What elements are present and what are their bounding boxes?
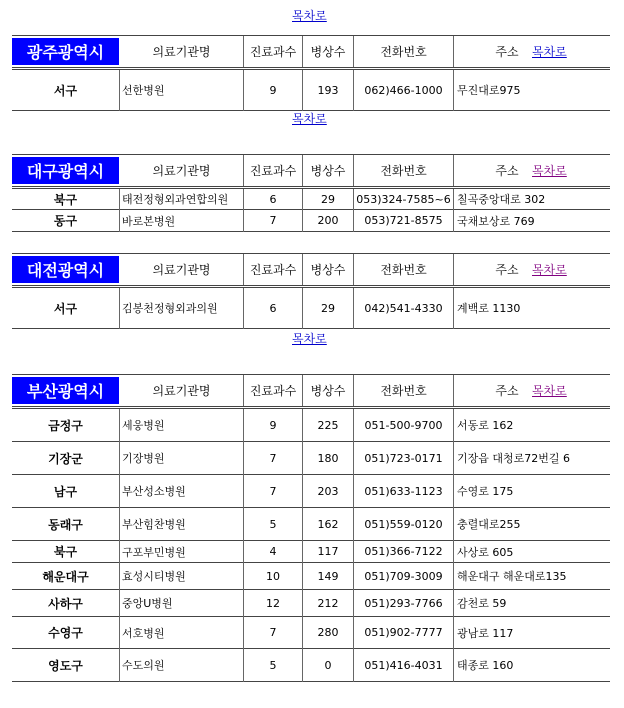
departments-cell: 12 xyxy=(266,596,280,610)
phone-cell: 051)709-3009 xyxy=(364,569,443,583)
phone-cell: 051)723-0171 xyxy=(364,451,443,465)
toc-link[interactable]: 목차로 xyxy=(532,164,567,178)
section-title: 대전광역시 xyxy=(12,256,119,283)
header-address: 주소 xyxy=(495,164,519,178)
hospital-name-cell: 바로본병원 xyxy=(122,214,176,228)
district-cell: 해운대구 xyxy=(42,569,89,584)
table-row xyxy=(12,442,610,475)
phone-cell: 051)633-1123 xyxy=(364,484,443,498)
table-body xyxy=(12,70,610,111)
hospital-name-cell: 태전정형외과연합의원 xyxy=(122,193,229,206)
beds-cell: 203 xyxy=(317,484,339,498)
address-cell: 사상로 605 xyxy=(457,545,514,559)
beds-cell: 0 xyxy=(324,658,332,672)
header-departments: 진료과수 xyxy=(249,384,297,398)
hospital-name-cell: 김봉천정형외과의원 xyxy=(122,302,218,315)
table-body xyxy=(12,288,610,329)
address-cell: 기장읍 대청로72번길 6 xyxy=(457,452,570,465)
beds-cell: 162 xyxy=(317,517,339,531)
header-address: 주소 xyxy=(495,45,519,59)
address-cell: 해운대구 해운대로135 xyxy=(457,570,567,583)
district-cell: 기장군 xyxy=(48,451,83,466)
address-cell: 수영로 175 xyxy=(457,485,514,498)
header-departments: 진료과수 xyxy=(249,164,297,178)
address-cell: 무진대로975 xyxy=(457,84,521,97)
departments-cell: 7 xyxy=(269,484,277,498)
table-header xyxy=(12,35,610,70)
departments-cell: 9 xyxy=(269,83,277,97)
district-cell: 서구 xyxy=(53,83,78,98)
departments-cell: 9 xyxy=(269,418,277,432)
table-body xyxy=(12,189,610,232)
header-beds: 병상수 xyxy=(310,164,346,178)
section-title: 부산광역시 xyxy=(12,377,119,404)
phone-cell: 051)902-7777 xyxy=(364,626,443,639)
beds-cell: 29 xyxy=(321,192,335,206)
hospital-name-cell: 기장병원 xyxy=(122,452,165,465)
phone-cell: 051-500-9700 xyxy=(364,418,443,432)
address-cell: 국채보상로 769 xyxy=(457,214,535,228)
section-title: 광주광역시 xyxy=(12,38,119,65)
address-cell: 서동로 162 xyxy=(457,419,514,432)
beds-cell: 280 xyxy=(317,626,339,639)
header-phone: 전화번호 xyxy=(380,263,427,277)
header-departments: 진료과수 xyxy=(249,263,297,277)
departments-cell: 6 xyxy=(269,192,277,206)
district-cell: 북구 xyxy=(53,545,78,559)
address-cell: 태종로 160 xyxy=(457,659,514,672)
district-cell: 동래구 xyxy=(48,517,83,532)
departments-cell: 10 xyxy=(266,569,280,583)
table-row xyxy=(12,475,610,508)
table-row xyxy=(12,70,610,111)
section-daejeon xyxy=(12,253,610,329)
phone-cell: 051)416-4031 xyxy=(364,658,443,672)
district-cell: 남구 xyxy=(53,484,78,499)
toc-link[interactable]: 목차로 xyxy=(532,384,567,398)
phone-cell: 053)324-7585~6 xyxy=(356,192,451,206)
hospital-name-cell: 수도의원 xyxy=(122,659,165,672)
table-row xyxy=(12,508,610,541)
hospital-name-cell: 부산힘찬병원 xyxy=(122,518,186,531)
header-beds: 병상수 xyxy=(310,384,346,398)
hospital-name-cell: 선한병원 xyxy=(122,84,165,97)
beds-cell: 29 xyxy=(321,301,335,315)
beds-cell: 180 xyxy=(317,451,339,465)
header-phone: 전화번호 xyxy=(380,45,427,59)
address-cell: 계백로 1130 xyxy=(457,302,521,315)
header-hospital: 의료기관명 xyxy=(152,45,211,59)
table-row xyxy=(12,649,610,682)
table-row xyxy=(12,563,610,590)
hospital-name-cell: 효성시티병원 xyxy=(122,570,186,583)
header-hospital: 의료기관명 xyxy=(152,164,211,178)
address-cell: 광남로 117 xyxy=(457,626,514,640)
section-daegu xyxy=(12,154,610,232)
phone-cell: 062)466-1000 xyxy=(364,83,443,97)
phone-cell: 051)559-0120 xyxy=(364,517,443,531)
phone-cell: 053)721-8575 xyxy=(364,214,443,227)
header-beds: 병상수 xyxy=(310,45,346,59)
hospital-name-cell: 중앙U병원 xyxy=(122,597,173,610)
beds-cell: 117 xyxy=(317,545,339,558)
table-row xyxy=(12,541,610,563)
hospital-name-cell: 부산성소병원 xyxy=(122,485,186,498)
departments-cell: 7 xyxy=(269,626,277,639)
departments-cell: 6 xyxy=(269,301,277,315)
table-header xyxy=(12,374,610,409)
toc-link[interactable]: 목차로 xyxy=(532,263,567,277)
table-row xyxy=(12,189,610,210)
phone-cell: 051)293-7766 xyxy=(364,596,443,610)
table-body xyxy=(12,409,610,682)
table-row xyxy=(12,288,610,329)
section-title: 대구광역시 xyxy=(12,157,119,184)
header-beds: 병상수 xyxy=(310,263,346,277)
district-cell: 동구 xyxy=(53,214,78,228)
district-cell: 금정구 xyxy=(48,418,83,433)
section-gwangju xyxy=(12,35,610,111)
beds-cell: 149 xyxy=(317,569,339,583)
toc-link-after-gwangju[interactable]: 목차로 xyxy=(292,112,327,126)
header-departments: 진료과수 xyxy=(249,45,297,59)
header-address: 주소 xyxy=(495,384,519,398)
district-cell: 수영구 xyxy=(48,626,83,640)
district-cell: 사하구 xyxy=(48,596,83,611)
header-address: 주소 xyxy=(495,263,519,277)
header-phone: 전화번호 xyxy=(380,384,427,398)
header-hospital: 의료기관명 xyxy=(152,263,211,277)
hospital-name-cell: 구포부민병원 xyxy=(122,545,186,559)
departments-cell: 5 xyxy=(269,658,277,672)
table-row xyxy=(12,409,610,442)
table-header xyxy=(12,154,610,189)
address-cell: 감천로 59 xyxy=(457,597,507,610)
address-cell: 충렬대로255 xyxy=(457,518,521,531)
toc-link-after-daejeon[interactable]: 목차로 xyxy=(292,332,327,346)
hospital-name-cell: 서호병원 xyxy=(122,626,165,640)
toc-link[interactable]: 목차로 xyxy=(532,45,567,59)
beds-cell: 212 xyxy=(317,596,339,610)
departments-cell: 7 xyxy=(269,214,277,227)
phone-cell: 051)366-7122 xyxy=(364,545,443,558)
district-cell: 북구 xyxy=(53,192,78,207)
table-row xyxy=(12,210,610,232)
address-cell: 칠곡중앙대로 302 xyxy=(457,193,546,206)
table-row xyxy=(12,590,610,617)
departments-cell: 7 xyxy=(269,451,277,465)
beds-cell: 193 xyxy=(317,83,339,97)
header-phone: 전화번호 xyxy=(380,164,427,178)
departments-cell: 4 xyxy=(269,545,277,558)
district-cell: 영도구 xyxy=(48,658,83,673)
section-busan xyxy=(12,374,610,682)
table-header xyxy=(12,253,610,288)
hospital-name-cell: 세웅병원 xyxy=(122,419,165,432)
toc-link-top[interactable]: 목차로 xyxy=(292,9,327,23)
district-cell: 서구 xyxy=(53,301,78,316)
header-hospital: 의료기관명 xyxy=(152,384,211,398)
beds-cell: 200 xyxy=(317,214,339,227)
table-row xyxy=(12,617,610,649)
departments-cell: 5 xyxy=(269,517,277,531)
beds-cell: 225 xyxy=(317,418,339,432)
phone-cell: 042)541-4330 xyxy=(364,301,443,315)
